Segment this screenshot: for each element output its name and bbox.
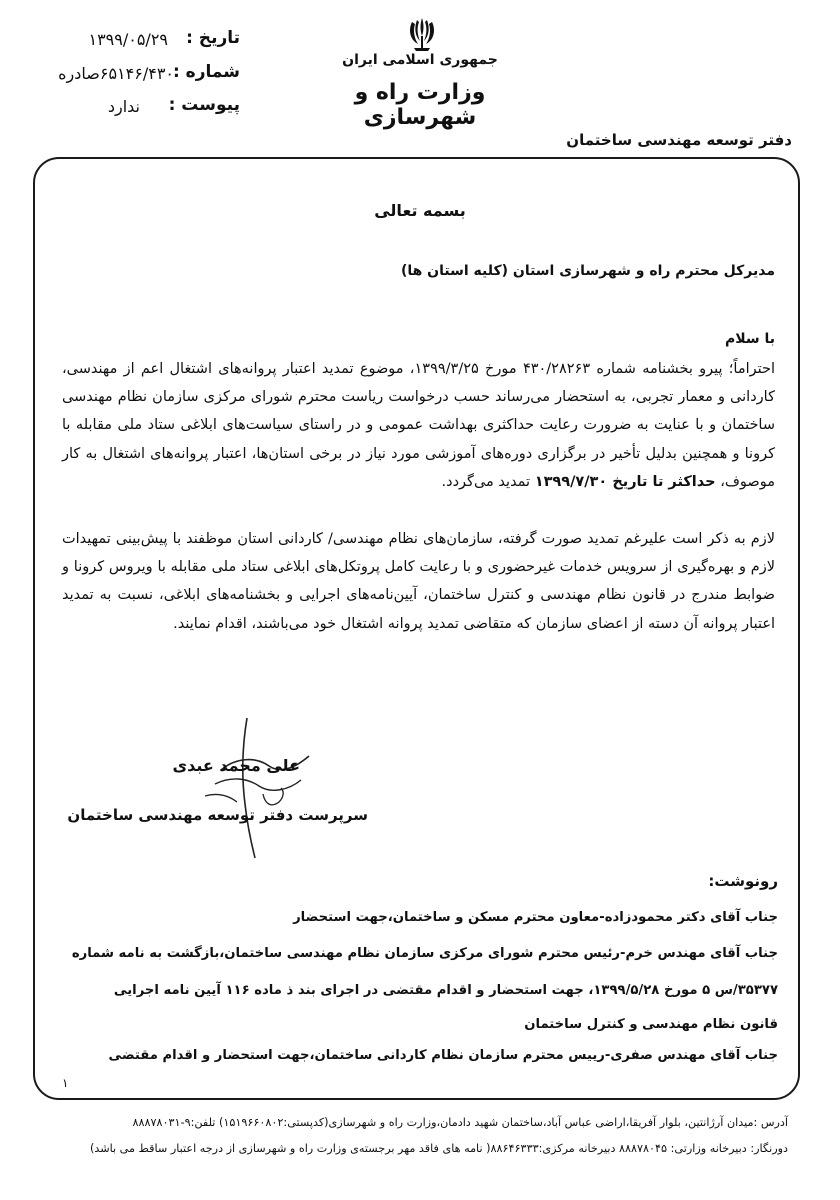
attachment-value: ندارد [107, 97, 140, 116]
bismillah: بسمه تعالی [374, 201, 466, 220]
iran-emblem-icon [404, 14, 440, 54]
page-number: ۱ [62, 1076, 69, 1090]
cc-line: قانون نظام مهندسی و کنترل ساختمان [524, 1017, 778, 1032]
number-row [40, 62, 240, 92]
number-value: ۶۵۱۴۶/۴۳۰صادره [58, 64, 174, 83]
cc-line: جناب آقای دکتر محمودزاده-معاون محترم مسکن و ساختمان،جهت استحضار [293, 910, 778, 925]
attachment-label: پیوست : [168, 95, 240, 115]
ministry-title: وزارت راه و شهرسازی [354, 80, 486, 130]
paragraph-1 [62, 355, 775, 496]
greeting: با سلام [724, 331, 775, 347]
cc-line: جناب آقای مهندس خرم-رئیس محترم شورای مرکزی سازمان نظام مهندسی ساختمان،بازگشت به نامه شماره [71, 946, 778, 961]
attachment-row [40, 95, 240, 125]
footer-fax: دورنگار: دبیرخانه وزارتی: ۸۸۸۷۸۰۴۵ دبیرخانه مرکزی:۸۸۶۴۶۳۳۳( نامه های فاقد مهر برجسته‌ی وزارت راه و شهرسازی از درجه اعتبار ساقط می باشد) [89, 1142, 788, 1155]
recipient: مدیرکل محترم راه و شهرسازی استان (کلیه استان ها) [400, 263, 775, 279]
handwritten-signature [185, 712, 325, 862]
paragraph-1-deadline: حداکثر تا تاریخ ۱۳۹۹/۷/۳۰ [534, 473, 716, 490]
date-value: ۱۳۹۹/۰۵/۲۹ [88, 30, 168, 49]
cc-line: جناب آقای مهندس صفری-رییس محترم سازمان نظام کاردانی ساختمان،جهت استحضار و اقدام مقتضی [108, 1048, 778, 1063]
number-label: شماره : [172, 62, 240, 82]
date-row [40, 28, 240, 58]
footer-address: آدرس :میدان آرژانتین، بلوار آفریقا،اراضی عباس آباد،ساختمان شهید دادمان،وزارت راه و شهرسازی(کدپستی:۱۵۱۹۶۶۰۸۰۲) تلفن:۹-۸۸۸۷۸۰۳۱ [132, 1116, 788, 1129]
cc-line: ۳۵۳۷۷/س ۵ مورخ ۱۳۹۹/۵/۲۸، جهت استحضار و اقدام مقتضی در اجرای بند ذ ماده ۱۱۶ آیین نامه اجرایی [113, 983, 778, 998]
paragraph-1-text-a: احتراماً؛ پیرو بخشنامه شماره ۴۳۰/۲۸۲۶۳ مورخ ۱۳۹۹/۳/۲۵، موضوع تمدید اعتبار پروانه‌های اشتغال اعم از مهندسی، کاردانی و معمار تجربی، به استحضار می‌رساند حسب درخواست ریاست محترم شورای مرکزی سازمان نظام مهندسی ساختمان و با عنایت به ضرورت رعایت حداکثری بهداشت عمومی و در راستای سیاست‌های ابلاغی ستاد ملی مقابله با کرونا و همچنین بدلیل تأخیر در برگزاری دوره‌های آموزشی مورد نیاز در برخی استان‌ها، اعتبار پروانه‌های اشتغال به کار موصوف، [62, 361, 775, 490]
paragraph-2: لازم به ذکر است علیرغم تمدید صورت گرفته، سازمان‌های نظام مهندسی/ کاردانی استان موظفند با پیش‌بینی تمهیدات لازم و بهره‌گیری از سرویس خدمات غیرحضوری و با رعایت کامل پروتکل‌های ابلاغی ستاد ملی مقابله با ویروس کرونا و ضوابط مندرج در قانون نظام مهندسی و کنترل ساختمان، آیین‌نامه‌های اجرایی و بخشنامه‌های ابلاغی، نسبت به تمدید اعتبار پروانه آن دسته از اعضای سازمان که متقاضی تمدید پروانه اشتغال خود می‌باشند، اقدام نمایند. [62, 531, 775, 632]
republic-title: جمهوری اسلامی ایران [342, 52, 498, 68]
cc-title: رونوشت: [708, 872, 778, 890]
paragraph-1-text-b: تمدید می‌گردد. [441, 473, 535, 490]
office-title: دفتر توسعه مهندسی ساختمان [566, 131, 792, 149]
signer-name: علی محمد عبدی [172, 756, 300, 775]
date-label: تاریخ : [186, 28, 240, 48]
signer-title: سرپرست دفتر توسعه مهندسی ساختمان [67, 806, 368, 824]
